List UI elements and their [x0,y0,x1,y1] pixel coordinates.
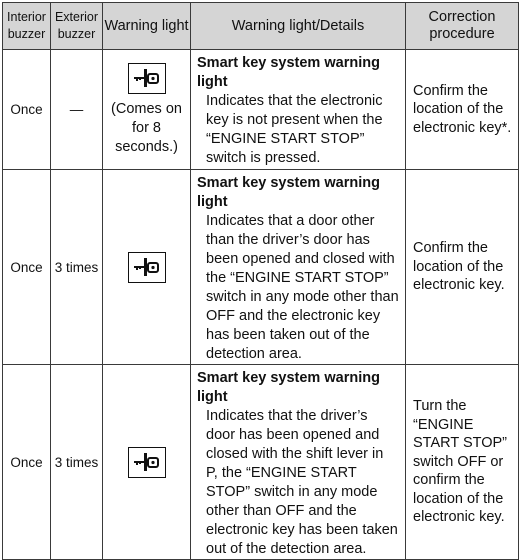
warning-light-cell [103,365,191,560]
interior-buzzer-cell: Once [3,170,51,365]
table-row [3,170,519,365]
exterior-buzzer-cell: 3 times [51,170,103,365]
warning-table [2,2,519,560]
header-interior-buzzer: Interior buzzer [3,3,51,50]
table-row [3,365,519,560]
header-exterior-buzzer: Exterior buzzer [51,3,103,50]
details-cell [191,50,406,170]
header-warning-light: Warning light [103,3,191,50]
exterior-buzzer-cell: — [51,50,103,170]
exterior-buzzer-cell: 3 times [51,365,103,560]
header-details: Warning light/Details [191,3,406,50]
header-correction: Correction procedure [406,3,519,50]
details-cell [191,170,406,365]
warning-light-note: (Comes on for 8 seconds.) [111,100,182,155]
details-cell [191,365,406,560]
details-text: Indicates that a door other than the driver’s door has been opened and closed with the “ENGINE START STOP” switch in any mode other than OFF and the electronic key has been taken out of the detection area. [206,213,399,362]
warning-light-cell [103,170,191,365]
warning-light-cell [103,50,191,170]
interior-buzzer-cell: Once [3,365,51,560]
details-text: Indicates that the driver’s door has been opened and closed with the shift lever in P, the “ENGINE START STOP” switch in any mode other than OFF and the electronic key has been taken out of the detection area. [206,408,398,557]
correction-cell: Confirm the location of the electronic key*. [406,50,519,170]
table-row [3,50,519,170]
details-title: Smart key system warning light [197,175,380,210]
interior-buzzer-cell: Once [3,50,51,170]
header-row [3,3,519,50]
details-title: Smart key system warning light [197,55,380,90]
smart-key-warning-icon [128,63,166,94]
correction-cell: Turn the “ENGINE START STOP” switch OFF or confirm the location of the electronic key. [406,365,519,560]
details-text: Indicates that the electronic key is not present when the “ENGINE START STOP” switch is pressed. [206,93,383,166]
correction-cell: Confirm the location of the electronic key. [406,170,519,365]
smart-key-warning-icon [128,447,166,478]
details-title: Smart key system warning light [197,370,380,405]
smart-key-warning-icon [128,252,166,283]
